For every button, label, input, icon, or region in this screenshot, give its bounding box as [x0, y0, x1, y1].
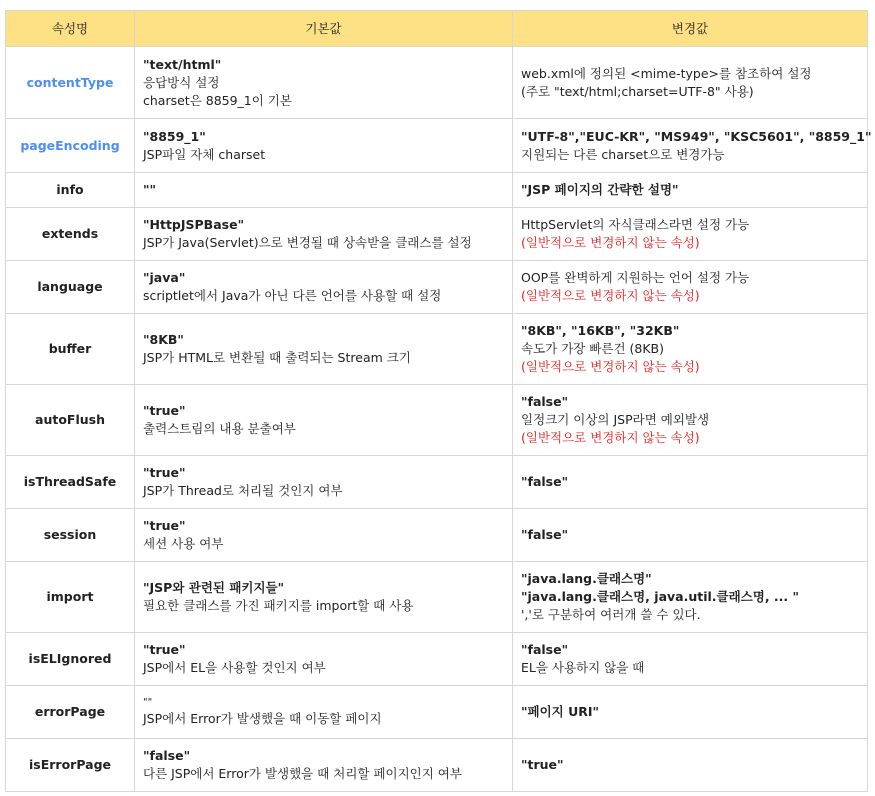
default-line: "java" [143, 270, 186, 285]
changed-line-warning: (일반적으로 변경하지 않는 속성) [521, 288, 700, 303]
default-line: "true" [143, 403, 186, 418]
changed-line: "8KB", "16KB", "32KB" [521, 323, 680, 338]
changed-cell [513, 739, 868, 792]
default-line: "true" [143, 518, 186, 533]
changed-line-warning: (일반적으로 변경하지 않는 속성) [521, 430, 700, 445]
changed-cell [513, 261, 868, 314]
changed-line: "false" [521, 527, 569, 542]
default-cell [135, 686, 513, 739]
attribute-name: session [6, 509, 135, 562]
default-line: charset은 8859_1이 기본 [143, 92, 292, 108]
default-line: "text/html" [143, 56, 222, 72]
changed-cell [513, 47, 868, 119]
default-line: "false" [143, 748, 191, 763]
changed-cell [513, 456, 868, 509]
header-row [6, 11, 868, 47]
attribute-name: isELIgnored [6, 633, 135, 686]
default-cell [135, 261, 513, 314]
default-line: "HttpJSPBase" [143, 217, 245, 232]
attribute-name: info [6, 173, 135, 208]
attribute-name: errorPage [6, 686, 135, 739]
table-row [6, 562, 868, 633]
default-cell [135, 562, 513, 633]
table-body [6, 47, 872, 792]
default-line: 필요한 클래스를 가진 패키지를 import할 때 사용 [143, 598, 414, 613]
changed-line: 일정크기 이상의 JSP라면 예외발생 [521, 412, 710, 427]
table-row [6, 119, 868, 173]
attribute-name: language [6, 261, 135, 314]
table-row [6, 686, 868, 739]
changed-line: "false" [521, 642, 569, 657]
default-cell [135, 208, 513, 261]
changed-line: HttpServlet의 자식클래스라면 설정 가능 [521, 217, 750, 232]
default-line: "JSP와 관련된 패키지들" [143, 580, 285, 595]
default-cell [135, 314, 513, 385]
default-cell [135, 739, 513, 792]
default-line: scriptlet에서 Java가 아닌 다른 언어를 사용할 때 설정 [143, 288, 442, 303]
changed-cell [513, 385, 868, 456]
attribute-name: autoFlush [6, 385, 135, 456]
table-row [6, 261, 868, 314]
changed-line-warning: (일반적으로 변경하지 않는 속성) [521, 359, 700, 374]
jsp-page-directive-table [5, 10, 872, 792]
table-row [6, 739, 868, 792]
table-row [6, 509, 868, 562]
attribute-name: isThreadSafe [6, 456, 135, 509]
default-line: "true" [143, 465, 186, 480]
header-default-value: 기본값 [135, 11, 513, 47]
default-line: JSP파일 자체 charset [143, 146, 266, 162]
changed-cell [513, 562, 868, 633]
changed-line: "false" [521, 474, 569, 489]
default-line: "true" [143, 642, 186, 657]
changed-line: (주로 "text/html;charset=UTF-8" 사용) [521, 83, 754, 99]
changed-cell [513, 208, 868, 261]
default-line: JSP에서 EL을 사용할 것인지 여부 [143, 660, 326, 675]
default-cell [135, 633, 513, 686]
default-cell [135, 456, 513, 509]
changed-cell [513, 119, 872, 173]
default-line: JSP가 Thread로 처리될 것인지 여부 [143, 483, 343, 498]
changed-cell [513, 173, 868, 208]
default-line: "8859_1" [143, 128, 206, 144]
changed-line: "java.lang.클래스명" [521, 571, 652, 586]
default-line: "" [143, 697, 153, 708]
default-line: 출력스트림의 내용 분출여부 [143, 421, 296, 436]
attribute-name: buffer [6, 314, 135, 385]
table-row [6, 456, 868, 509]
default-line: JSP에서 Error가 발생했을 때 이동할 페이지 [143, 711, 382, 726]
attribute-name: pageEncoding [6, 119, 135, 173]
changed-line: 지원되는 다른 charset으로 변경가능 [521, 146, 725, 162]
changed-cell [513, 509, 868, 562]
changed-line: "false" [521, 394, 569, 409]
table-row [6, 47, 868, 119]
changed-line: web.xml에 정의된 <mime-type>를 참조하여 설정 [521, 65, 812, 81]
default-line: JSP가 HTML로 변환될 때 출력되는 Stream 크기 [143, 350, 411, 365]
changed-line: "java.lang.클래스명, java.util.클래스명, ... " [521, 589, 800, 604]
default-cell [135, 385, 513, 456]
default-line: JSP가 Java(Servlet)으로 변경될 때 상속받을 클래스를 설정 [143, 235, 472, 250]
default-line: "" [143, 182, 157, 197]
changed-line: "페이지 URI" [521, 704, 600, 719]
changed-line-warning: (일반적으로 변경하지 않는 속성) [521, 235, 700, 250]
default-cell [135, 47, 513, 119]
default-line: 다른 JSP에서 Error가 발생했을 때 처리할 페이지인지 여부 [143, 766, 462, 781]
default-line: 세션 사용 여부 [143, 536, 224, 551]
attribute-name: contentType [6, 47, 135, 119]
table-header [6, 11, 868, 47]
default-cell [135, 173, 513, 208]
attribute-name: isErrorPage [6, 739, 135, 792]
attribute-name: import [6, 562, 135, 633]
changed-line: OOP를 완벽하게 지원하는 언어 설정 가능 [521, 270, 750, 285]
changed-cell [513, 633, 868, 686]
table-row [6, 385, 868, 456]
default-cell [135, 509, 513, 562]
header-attribute-name: 속성명 [6, 11, 135, 47]
changed-line: EL을 사용하지 않을 때 [521, 660, 645, 675]
changed-cell [513, 314, 868, 385]
default-line: "8KB" [143, 332, 184, 347]
changed-line: "UTF-8","EUC-KR", "MS949", "KSC5601", "8859_1" [521, 128, 872, 144]
default-cell [135, 119, 513, 173]
table-row [6, 208, 868, 261]
changed-line: 속도가 가장 빠른건 (8KB) [521, 341, 664, 356]
attribute-name: extends [6, 208, 135, 261]
changed-line: "true" [521, 757, 564, 772]
table-row [6, 314, 868, 385]
changed-line: "JSP 페이지의 간략한 설명" [521, 182, 679, 197]
table-row [6, 173, 868, 208]
changed-line: ','로 구분하여 여러개 쓸 수 있다. [521, 607, 701, 622]
default-line: 응답방식 설정 [143, 74, 220, 90]
changed-cell [513, 686, 868, 739]
table-row [6, 633, 868, 686]
header-changed-value: 변경값 [513, 11, 868, 47]
